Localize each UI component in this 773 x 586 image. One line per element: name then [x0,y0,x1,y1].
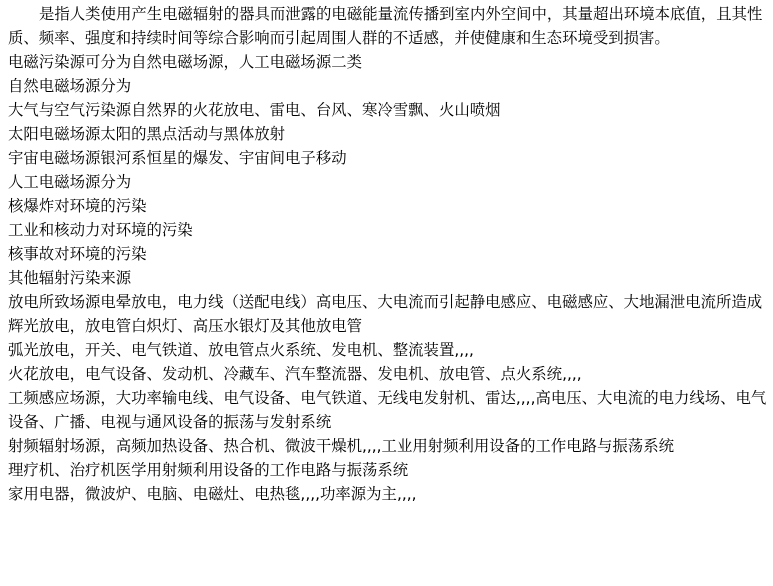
paragraph-discharge-source: 放电所致场源电晕放电，电力线（送配电线）高电压、大电流而引起静电感应、电磁感应、大地漏泄电流所造成 [8,293,763,311]
paragraph-rf-radiation: 射频辐射场源，高频加热设备、热合机、微波干燥机,,,,工业用射频利用设备的工作电路与振荡系统 [8,437,674,455]
paragraph-cosmic-source: 宇宙电磁场源银河系恒星的爆发、宇宙间电子移动 [8,149,347,167]
paragraph-definition: 是指人类使用产生电磁辐射的器具而泄露的电磁能量流传播到室内外空间中，其量超出环境本底值，且其性质、频率、强度和持续时间等综合影响而引起周围人群的不适感，并使健康和生态环境受到损害。 [8,5,763,47]
paragraph-solar-source: 太阳电磁场源太阳的黑点活动与黑体放射 [8,125,286,143]
paragraph-medical-equipment: 理疗机、治疗机医学用射频利用设备的工作电路与振荡系统 [8,461,409,479]
paragraph-industrial-nuclear: 工业和核动力对环境的污染 [8,221,193,239]
paragraph-nuclear-accident: 核事故对环境的污染 [8,245,147,263]
paragraph-glow-discharge: 辉光放电，放电管白炽灯、高压水银灯及其他放电管 [8,317,362,335]
paragraph-other-sources: 其他辐射污染来源 [8,269,132,287]
paragraph-household-appliances: 家用电器，微波炉、电脑、电磁灶、电热毯,,,,功率源为主,,,, [8,485,417,503]
paragraph-nuclear-explosion: 核爆炸对环境的污染 [8,197,147,215]
paragraph-natural-heading: 自然电磁场源分为 [8,77,132,95]
paragraph-source-categories: 电磁污染源可分为自然电磁场源，人工电磁场源二类 [8,53,362,71]
paragraph-artificial-heading: 人工电磁场源分为 [8,173,132,191]
paragraph-arc-discharge: 弧光放电，开关、电气铁道、放电管点火系统、发电机、整流装置,,,, [8,341,474,359]
paragraph-atmospheric-source: 大气与空气污染源自然界的火花放电、雷电、台风、寒冷雪飘、火山喷烟 [8,101,501,119]
paragraph-spark-discharge: 火花放电，电气设备、发动机、冷藏车、汽车整流器、发电机、放电管、点火系统,,,, [8,365,582,383]
paragraph-power-frequency: 工频感应场源，大功率输电线、电气设备、电气铁道、无线电发射机、雷达,,,,高电压、大电流的电力线场、电气设备、广播、电视与通风设备的振荡与发射系统 [8,389,767,431]
